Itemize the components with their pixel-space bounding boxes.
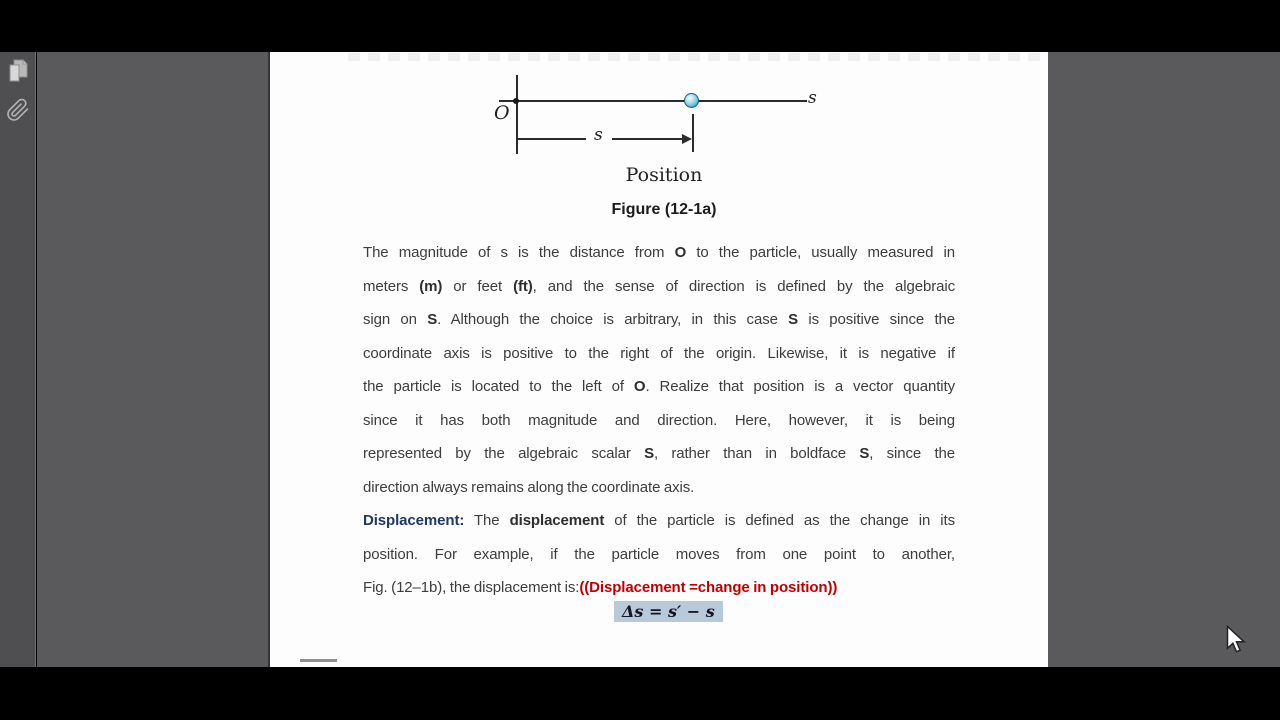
axis-label: s [808,88,817,108]
text-segment: direction always remains along the coordinate axis. [363,478,695,496]
text-segment: meters [363,277,420,295]
text-segment: Fig. (12–1b), the displacement is: [363,579,580,596]
text-segment: O [633,378,646,395]
text-line-3 [363,303,955,337]
text-segment: or feet [442,277,514,295]
text-segment: to the particle, usually measured in [686,244,955,261]
text-segment: ((Displacement =change in position)) [579,579,838,596]
text-segment: , rather than in boldface [653,445,860,462]
text-segment: of the particle is defined as the change in its [604,512,955,529]
page-thumbnails-icon[interactable] [6,58,30,86]
text-segment: displacement [509,512,605,529]
text-segment: since it has both magnitude and direction. Here, however, it is being [363,411,955,429]
origin-label: O [494,102,510,124]
document-page [268,52,1048,667]
particle-ball [684,93,699,108]
text-segment: S [788,311,799,328]
text-block [363,236,955,605]
origin-tick-line [516,75,518,154]
text-segment: is positive since the [798,311,955,328]
text-segment: . Although the choice is arbitrary, in this case [437,311,789,328]
figure-title: Figure (12-1a) [611,201,717,218]
text-segment: S [427,311,438,328]
text-line-10 [363,538,955,572]
s-axis-line [499,100,807,102]
text-segment: represented by the algebraic scalar [363,445,645,462]
text-line-11 [363,571,955,605]
mouse-cursor [1226,625,1250,660]
text-segment: (ft) [513,277,533,295]
text-line-6 [363,404,955,438]
text-line-2 [363,270,955,304]
figure-caption: Position [625,164,703,186]
text-segment: The [464,512,510,529]
letterbox-bottom [0,667,1280,720]
text-segment: , since the [869,445,955,462]
text-segment: position. For example, if the particle moves from one point to another, [363,545,955,563]
origin-point [513,98,519,104]
text-segment: sign on [363,311,428,328]
page-footer-mark [300,659,337,662]
particle-tick-line [692,114,694,152]
text-line-1 [363,236,955,270]
text-segment: coordinate axis is positive to the right of the origin. Likewise, it is negative if [363,344,955,362]
attachment-icon[interactable] [6,96,30,124]
text-segment: . Realize that position is a vector quantity [645,378,955,395]
dimension-line-left [518,138,586,140]
dimension-arrowhead [682,134,692,144]
letterbox-top [0,0,1280,52]
equation-text: Δs = s′ − s [622,602,715,621]
text-line-9 [363,504,955,538]
text-segment: the particle is located to the left of [363,378,634,395]
text-segment: The magnitude of s is the distance from [363,244,675,261]
text-line-4 [363,337,955,371]
distance-label: s [594,125,603,145]
text-segment: S [859,445,870,462]
text-segment: Displacement: [363,512,465,529]
text-line-7 [363,437,955,471]
position-figure [270,52,1050,237]
viewer-sidebar [0,52,36,667]
equation-highlight [614,601,723,622]
text-line-5 [363,370,955,404]
text-segment: S [644,445,654,462]
text-line-8 [363,471,955,505]
dimension-line-right [612,138,683,140]
text-segment: (m) [419,277,443,295]
text-segment: , and the sense of direction is defined by the algebraic [532,277,955,295]
text-segment: O [674,244,687,261]
